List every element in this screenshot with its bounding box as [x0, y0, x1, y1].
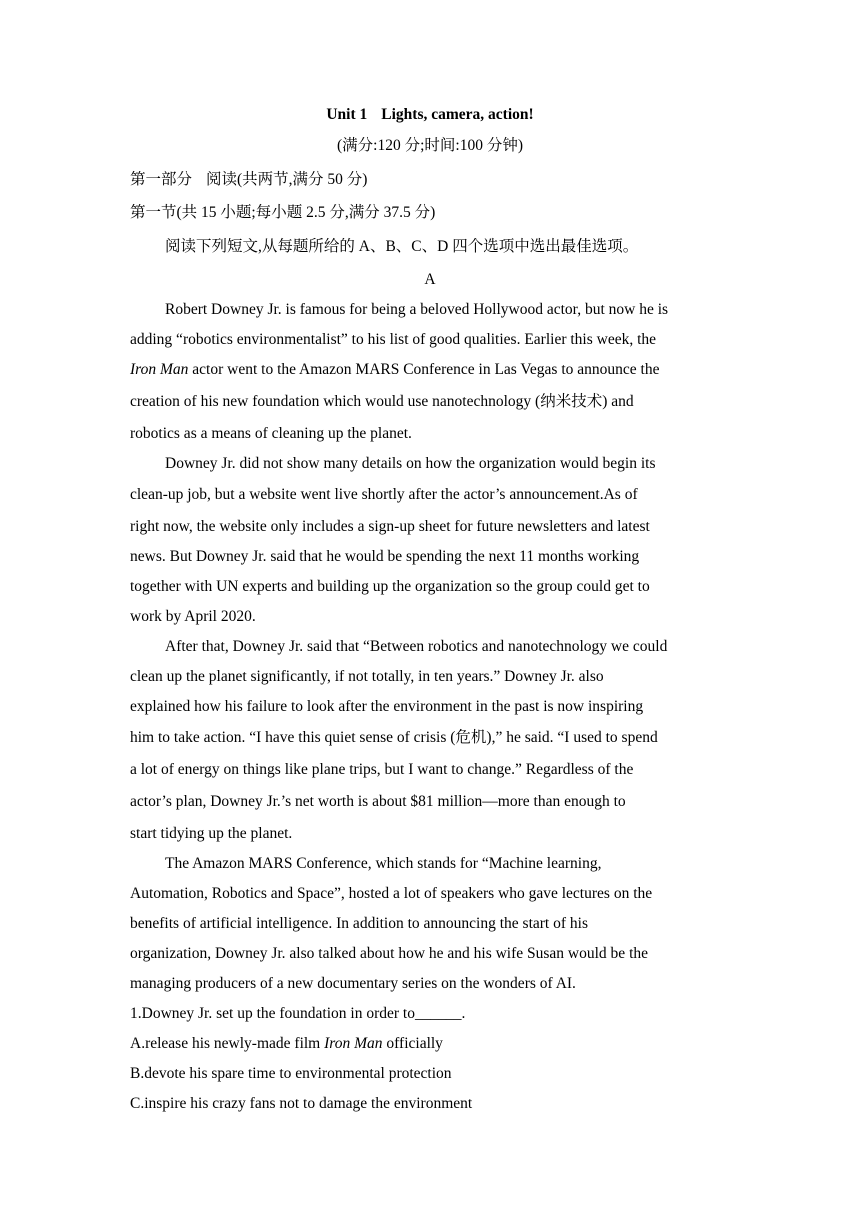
passage-text: actor went to the Amazon MARS Conference in Las Vegas to announce the — [188, 361, 660, 378]
option-a-text: A.release his newly-made film — [130, 1035, 325, 1052]
passage-line: a lot of energy on things like plane trips, but I want to change.” Regardless of the — [130, 761, 634, 778]
section-heading: 第一节(共 15 小题;每小题 2.5 分,满分 37.5 分) — [130, 204, 436, 221]
passage-line: start tidying up the planet. — [130, 825, 293, 842]
unit-name: Lights, camera, action! — [381, 106, 534, 123]
passage-line: organization, Downey Jr. also talked about how he and his wife Susan would be the — [130, 945, 649, 962]
passage-line: After that, Downey Jr. said that “Between robotics and nanotechnology we could — [165, 638, 668, 655]
passage-line: right now, the website only includes a sign-up sheet for future newsletters and latest — [130, 518, 650, 535]
passage-line — [130, 360, 659, 380]
passage-label: A — [424, 271, 436, 288]
option-b: B.devote his spare time to environmental protection — [130, 1065, 452, 1082]
passage-line: managing producers of a new documentary series on the wonders of AI. — [130, 975, 576, 992]
part-label: 第一部分 — [130, 171, 193, 188]
option-a — [130, 1034, 443, 1054]
passage-line: clean up the planet significantly, if not totally, in ten years.” Downey Jr. also — [130, 668, 604, 685]
option-c: C.inspire his crazy fans not to damage the environment — [130, 1095, 473, 1112]
passage-line: creation of his new foundation which would use nanotechnology (纳米技术) and — [130, 393, 634, 410]
film-title: Iron Man — [324, 1035, 383, 1052]
passage-line: explained how his failure to look after the environment in the past is now inspiring — [130, 698, 644, 715]
passage-line: together with UN experts and building up the organization so the group could get to — [130, 578, 650, 595]
question-stem: 1.Downey Jr. set up the foundation in order to______. — [130, 1005, 466, 1022]
unit-title — [130, 105, 730, 125]
part-description: 阅读(共两节,满分 50 分) — [206, 171, 368, 188]
film-title: Iron Man — [130, 361, 189, 378]
passage-line: benefits of artificial intelligence. In addition to announcing the start of his — [130, 915, 588, 932]
passage-line: news. But Downey Jr. said that he would be spending the next 11 months working — [130, 548, 640, 565]
passage-line: actor’s plan, Downey Jr.’s net worth is about $81 million—more than enough to — [130, 793, 626, 810]
unit-number: Unit 1 — [326, 106, 368, 123]
instruction-text: 阅读下列短文,从每题所给的 A、B、C、D 四个选项中选出最佳选项。 — [165, 238, 639, 255]
exam-meta: (满分:120 分;时间:100 分钟) — [337, 137, 523, 154]
option-a-text: officially — [382, 1035, 443, 1052]
passage-line: Automation, Robotics and Space”, hosted a lot of speakers who gave lectures on the — [130, 885, 653, 902]
passage-line: robotics as a means of cleaning up the planet. — [130, 425, 412, 442]
passage-line: adding “robotics environmentalist” to his list of good qualities. Earlier this week, the — [130, 331, 657, 348]
passage-line: Robert Downey Jr. is famous for being a beloved Hollywood actor, but now he is — [165, 301, 669, 318]
passage-line: him to take action. “I have this quiet sense of crisis (危机),” he said. “I used to spend — [130, 729, 658, 746]
passage-line: The Amazon MARS Conference, which stands for “Machine learning, — [165, 855, 602, 872]
passage-line: work by April 2020. — [130, 608, 256, 625]
passage-line: Downey Jr. did not show many details on how the organization would begin its — [165, 455, 656, 472]
part-heading — [130, 170, 367, 190]
passage-line: clean-up job, but a website went live shortly after the actor’s announcement.As of — [130, 486, 638, 503]
